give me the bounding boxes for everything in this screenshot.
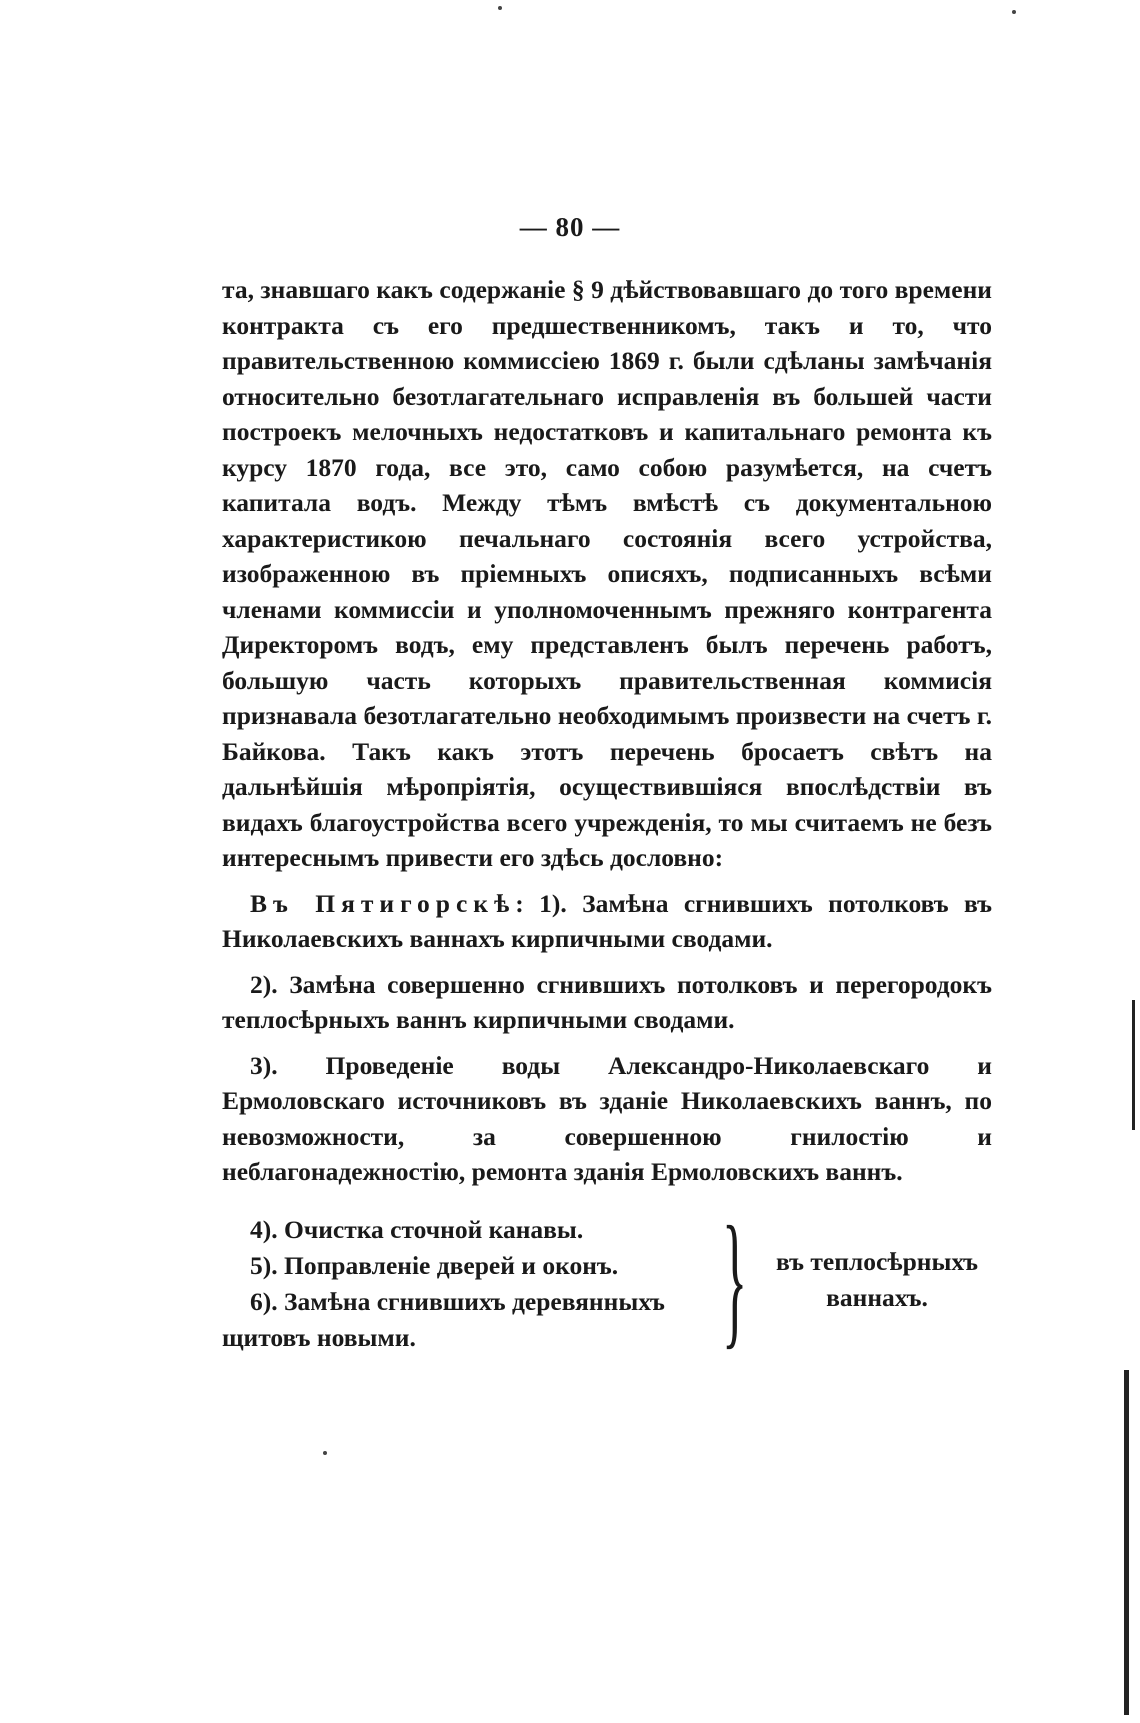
list-item-2: 2). Замѣна совершенно сгнившихъ потолковъ и перегородокъ теплосѣрныхъ ваннъ кирпичными сводами.: [222, 969, 992, 1034]
list-item-6: 6). Замѣна сгнившихъ деревянныхъ щитовъ новыми.: [222, 1287, 665, 1352]
scan-edge-line-lower: [1124, 1370, 1129, 1715]
scan-speck: [498, 6, 502, 10]
list-item-3: 3). Проведеніе воды Александро-Николаевскаго и Ермоловскаго источниковъ въ зданіе Николаевскихъ ваннъ, по невозможности, за совершенною гнилостію и неблагонадежностію, ремонта зданія Ермоловскихъ ваннъ.: [222, 1050, 992, 1186]
grouped-items: [222, 1196, 992, 1362]
list-item-4: 4). Очистка сточной канавы.: [250, 1215, 584, 1244]
scan-speck: [323, 1451, 327, 1455]
group-note-line2: ваннахъ.: [826, 1283, 928, 1312]
main-paragraph: та, знавшаго какъ содержаніе § 9 дѣйствовавшаго до того времени контракта съ его предшественникомъ, такъ и то, что правительственною коммиссіею 1869 г. были сдѣланы замѣчанія относительно безотлагательнаго исправленія въ большей части построекъ мелочныхъ недостатковъ и капитальнаго ремонта къ курсу 1870 года, все это, само собою разумѣется, на счетъ капитала водъ. Между тѣмъ вмѣстѣ съ документальною характеристикою печальнаго состоянія всего устройства, изображенною въ пріемныхъ описяхъ, подписанныхъ всѣми членами коммиссіи и уполномоченнымъ прежняго контрагента Директоромъ водъ, ему представленъ былъ перечень работъ, большую часть которыхъ правительственная коммисія признавала безотлагательно необходимымъ произвести на счетъ г. Байкова. Такъ какъ этотъ перечень бросаетъ свѣтъ на дальнѣйшія мѣропріятія, осуществившіяся впослѣдствіи въ видахъ благоустройства всего учрежденія, то мы считаемъ не безъ интереснымъ привести его здѣсь дословно:: [222, 275, 992, 872]
text-block: [222, 272, 992, 1190]
brace-icon: }: [722, 1196, 748, 1362]
grouped-items-list: [222, 1212, 720, 1356]
list-item-5: 5). Поправленіе дверей и оконъ.: [250, 1251, 619, 1280]
section-pyatigorsk: [222, 886, 992, 957]
section-item-1: : 1). Замѣна сгнившихъ потолковъ въ Николаевскихъ ваннахъ кирпичными сводами.: [222, 888, 992, 953]
group-note-line1: въ теплосѣрныхъ: [775, 1247, 979, 1276]
scan-edge-line-upper: [1132, 1000, 1135, 1130]
page-number: — 80 —: [519, 212, 621, 242]
scan-speck: [1012, 10, 1016, 14]
group-note: [752, 1244, 1002, 1316]
section-place: Въ Пятигорскѣ: [250, 888, 516, 918]
